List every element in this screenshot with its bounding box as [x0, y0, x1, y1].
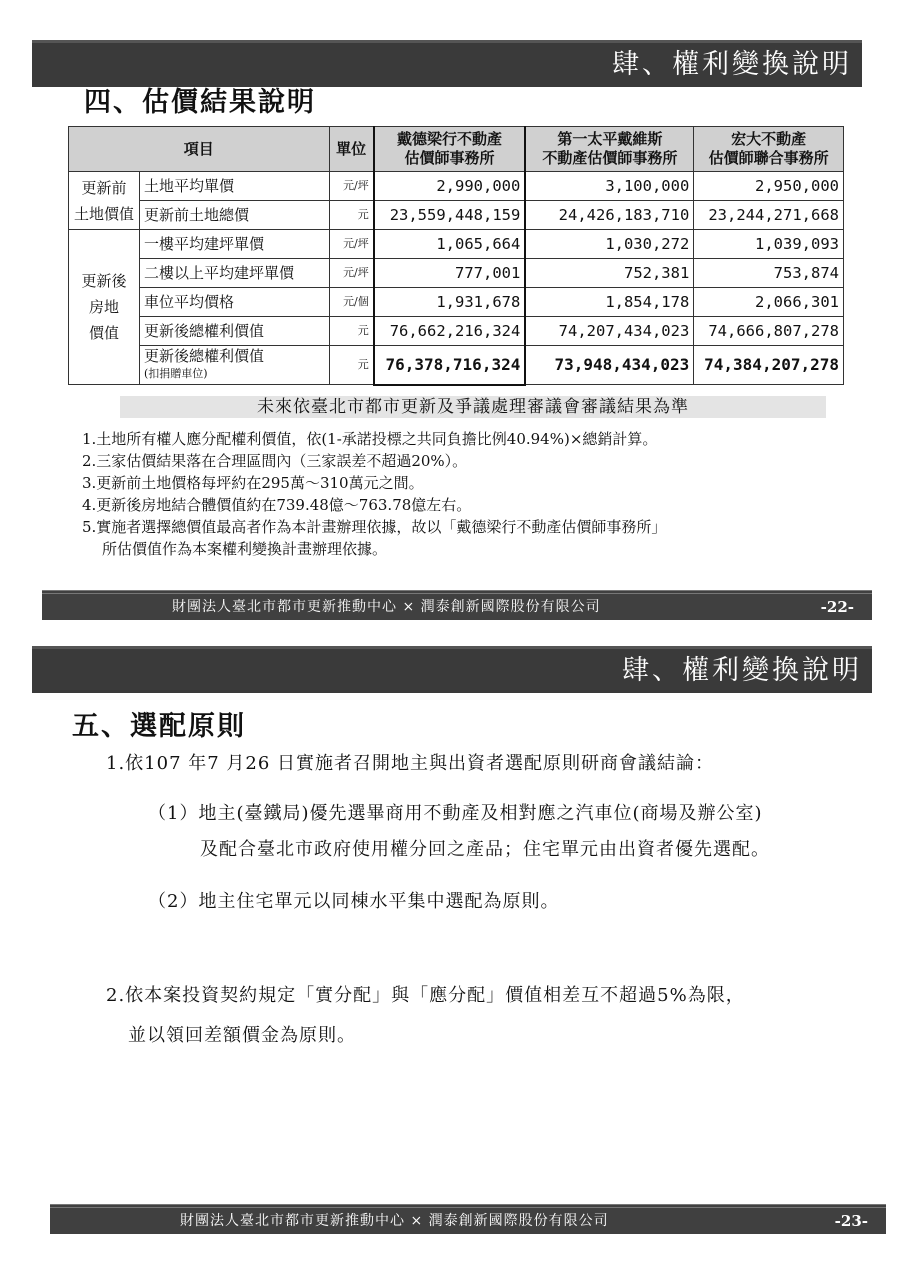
row-value-col3: 753,874	[694, 259, 844, 288]
header-col3-line1: 宏大不動產	[731, 130, 807, 148]
header-col1-line1: 戴德梁行不動產	[397, 130, 503, 148]
selection-item-2: 2.依本案投資契約規定「實分配」與「應分配」價值相差互不超過5%為限，	[106, 985, 745, 1006]
row-value-col3: 2,950,000	[694, 172, 844, 201]
table-row	[69, 346, 844, 385]
table-row	[69, 201, 844, 230]
row-value-col1: 23,559,448,159	[374, 201, 526, 230]
selection-item-2-cont: 並以領回差額價金為原則。	[128, 1025, 356, 1046]
page1-footer	[42, 590, 872, 620]
list-item: 所估價值作為本案權利變換計畫辦理依據。	[102, 540, 388, 558]
row-item-cell	[140, 346, 330, 385]
group-label-before	[69, 172, 140, 230]
row-item-sub: (扣捐贈車位)	[144, 367, 208, 380]
list-item: 2.三家估價結果落在合理區間內（三家誤差不超過20%）。	[82, 452, 468, 470]
row-value-col3: 23,244,271,668	[694, 201, 844, 230]
row-item: 更新前土地總價	[140, 201, 330, 230]
row-value-col3: 74,384,207,278	[694, 346, 844, 385]
page2-footer	[50, 1204, 886, 1234]
row-value-col1: 777,001	[374, 259, 526, 288]
row-item: 車位平均價格	[140, 288, 330, 317]
row-value-col2: 1,030,272	[525, 230, 693, 259]
row-unit: 元/坪	[329, 230, 374, 259]
row-value-col1: 1,065,664	[374, 230, 526, 259]
page1-page-number: -22-	[820, 598, 854, 616]
review-note: 未來依臺北市都市更新及爭議處理審議會審議結果為準	[120, 396, 826, 418]
list-item: 3.更新前土地價格每坪約在295萬～310萬元之間。	[82, 474, 424, 492]
row-unit: 元/坪	[329, 259, 374, 288]
row-unit: 元/個	[329, 288, 374, 317]
group-after-line2: 房地	[89, 298, 120, 316]
header-col2	[525, 127, 693, 172]
table-row	[69, 259, 844, 288]
table-row	[69, 230, 844, 259]
table-row	[69, 288, 844, 317]
header-col1-line2: 估價師事務所	[404, 149, 495, 167]
row-item: 更新後總權利價值	[140, 317, 330, 346]
page1-footer-text: 財團法人臺北市都市更新推動中心 × 潤泰創新國際股份有限公司	[172, 599, 601, 615]
row-value-col1: 76,662,216,324	[374, 317, 526, 346]
header-col3-line2: 估價師聯合事務所	[708, 149, 829, 167]
page2-page-number: -23-	[834, 1212, 868, 1230]
page1-banner-title: 肆、權利變換說明	[612, 49, 852, 80]
row-value-col3: 74,666,807,278	[694, 317, 844, 346]
row-unit: 元	[329, 317, 374, 346]
row-value-col3: 2,066,301	[694, 288, 844, 317]
row-unit: 元/坪	[329, 172, 374, 201]
header-item: 項目	[69, 127, 330, 172]
row-value-col1: 76,378,716,324	[374, 346, 526, 385]
row-value-col2: 24,426,183,710	[525, 201, 693, 230]
group-before-line2: 土地價值	[74, 204, 135, 223]
selection-subitem-2: （2）地主住宅單元以同棟水平集中選配為原則。	[148, 891, 560, 912]
row-item: 更新後總權利價值	[144, 347, 265, 365]
list-item: 5.實施者選擇總價值最高者作為本計畫辦理依據，故以「戴德梁行不動產估價師事務所」	[82, 518, 667, 536]
row-value-col1: 2,990,000	[374, 172, 526, 201]
table-row	[69, 172, 844, 201]
header-unit: 單位	[329, 127, 374, 172]
row-value-col2: 73,948,434,023	[525, 346, 693, 385]
group-after-line1: 更新後	[81, 272, 127, 290]
selection-subitem-1-line2: 及配合臺北市政府使用權分回之產品；住宅單元由出資者優先選配。	[200, 839, 770, 860]
page2-banner-title: 肆、權利變換說明	[622, 655, 862, 686]
row-item: 土地平均單價	[140, 172, 330, 201]
header-col1	[374, 127, 526, 172]
list-item: 4.更新後房地結合體價值約在739.48億～763.78億左右。	[82, 496, 472, 514]
group-label-after	[69, 230, 140, 385]
header-col3	[694, 127, 844, 172]
header-col2-line2: 不動產估價師事務所	[542, 149, 678, 167]
table-row	[69, 317, 844, 346]
page2-section-title: 五、選配原則	[72, 711, 246, 742]
row-value-col1: 1,931,678	[374, 288, 526, 317]
row-value-col2: 752,381	[525, 259, 693, 288]
row-item: 一樓平均建坪單價	[140, 230, 330, 259]
page2-footer-text: 財團法人臺北市都市更新推動中心 × 潤泰創新國際股份有限公司	[180, 1213, 609, 1229]
group-before-line1: 更新前	[81, 178, 127, 197]
page1-section-title: 四、估價結果說明	[84, 87, 316, 118]
page2-header-banner	[32, 646, 872, 693]
group-after-line3: 價值	[89, 324, 120, 342]
list-item: 1.土地所有權人應分配權利價值，依(1-承諾投標之共同負擔比例40.94%)×總銷計算。	[82, 430, 658, 448]
row-value-col3: 1,039,093	[694, 230, 844, 259]
table-header-row	[69, 127, 844, 172]
row-item: 二樓以上平均建坪單價	[140, 259, 330, 288]
selection-item-1: 1.依107 年7 月26 日實施者召開地主與出資者選配原則研商會議結論：	[106, 753, 715, 774]
valuation-table	[68, 126, 844, 386]
row-unit: 元	[329, 346, 374, 385]
valuation-notes-list	[82, 428, 666, 560]
row-value-col2: 74,207,434,023	[525, 317, 693, 346]
header-col2-line1: 第一太平戴維斯	[557, 130, 663, 148]
row-value-col2: 3,100,000	[525, 172, 693, 201]
selection-subitem-1-line1: （1）地主(臺鐵局)優先選畢商用不動產及相對應之汽車位(商場及辦公室)	[148, 803, 763, 824]
row-unit: 元	[329, 201, 374, 230]
row-value-col2: 1,854,178	[525, 288, 693, 317]
